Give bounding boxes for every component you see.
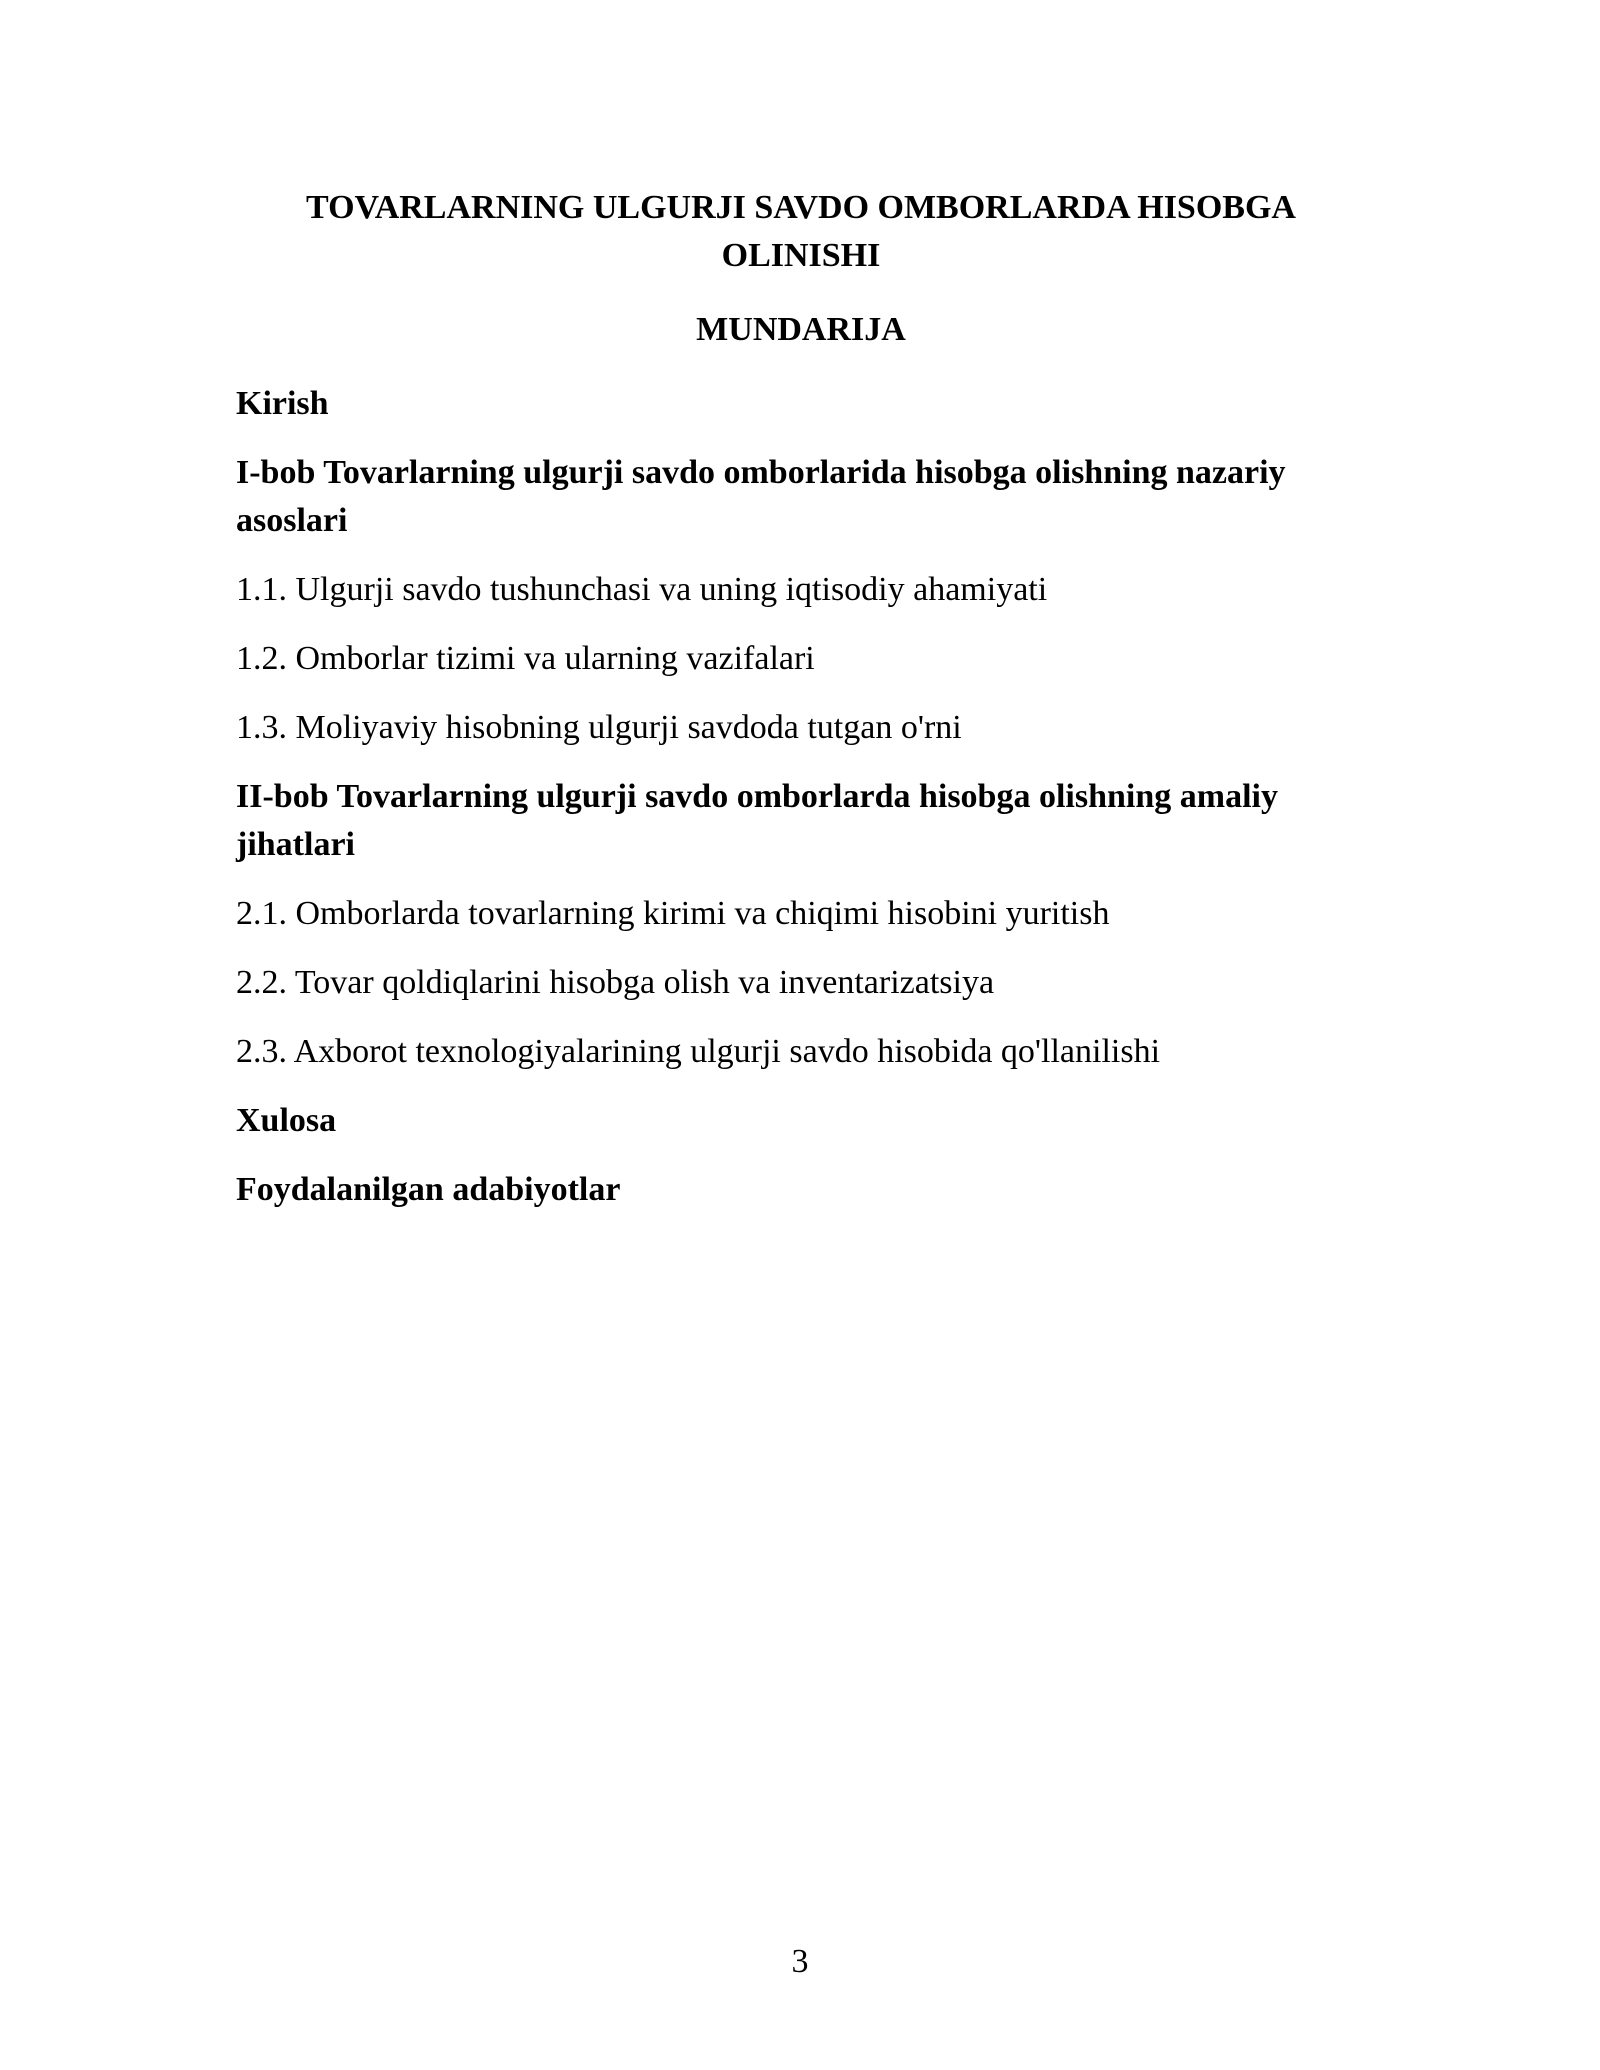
toc-item-introduction: Kirish: [236, 385, 329, 422]
toc-item-chapter-1: I-bob Tovarlarning ulgurji savdo omborlarida hisobga olishning nazariy asoslari: [236, 454, 1286, 539]
toc-item-chapter-2: II-bob Tovarlarning ulgurji savdo omborlarda hisobga olishning amaliy jihatlari: [236, 778, 1278, 863]
toc-item-section-1-1: 1.1. Ulgurji savdo tushunchasi va uning iqtisodiy ahamiyati: [236, 571, 1048, 608]
document-title: TOVARLARNING ULGURJI SAVDO OMBORLARDA HISOBGA OLINISHI: [306, 189, 1296, 274]
toc-item-conclusion: Xulosa: [236, 1102, 337, 1139]
toc-item-section-2-3: 2.3. Axborot texnologiyalarining ulgurji savdo hisobida qo'llanilishi: [236, 1033, 1161, 1070]
table-of-contents: [236, 380, 1366, 1214]
toc-item-references: Foydalanilgan adabiyotlar: [236, 1171, 621, 1208]
toc-item-section-2-1: 2.1. Omborlarda tovarlarning kirimi va chiqimi hisobini yuritish: [236, 895, 1110, 932]
toc-item-section-2-2: 2.2. Tovar qoldiqlarini hisobga olish va inventarizatsiya: [236, 964, 995, 1001]
toc-item-section-1-3: 1.3. Moliyaviy hisobning ulgurji savdoda tutgan o'rni: [236, 709, 962, 746]
page-number: 3: [791, 1943, 809, 1980]
toc-heading: MUNDARIJA: [696, 311, 906, 348]
page-content: [236, 184, 1366, 1214]
toc-item-section-1-2: 1.2. Omborlar tizimi va ularning vazifalari: [236, 640, 815, 677]
